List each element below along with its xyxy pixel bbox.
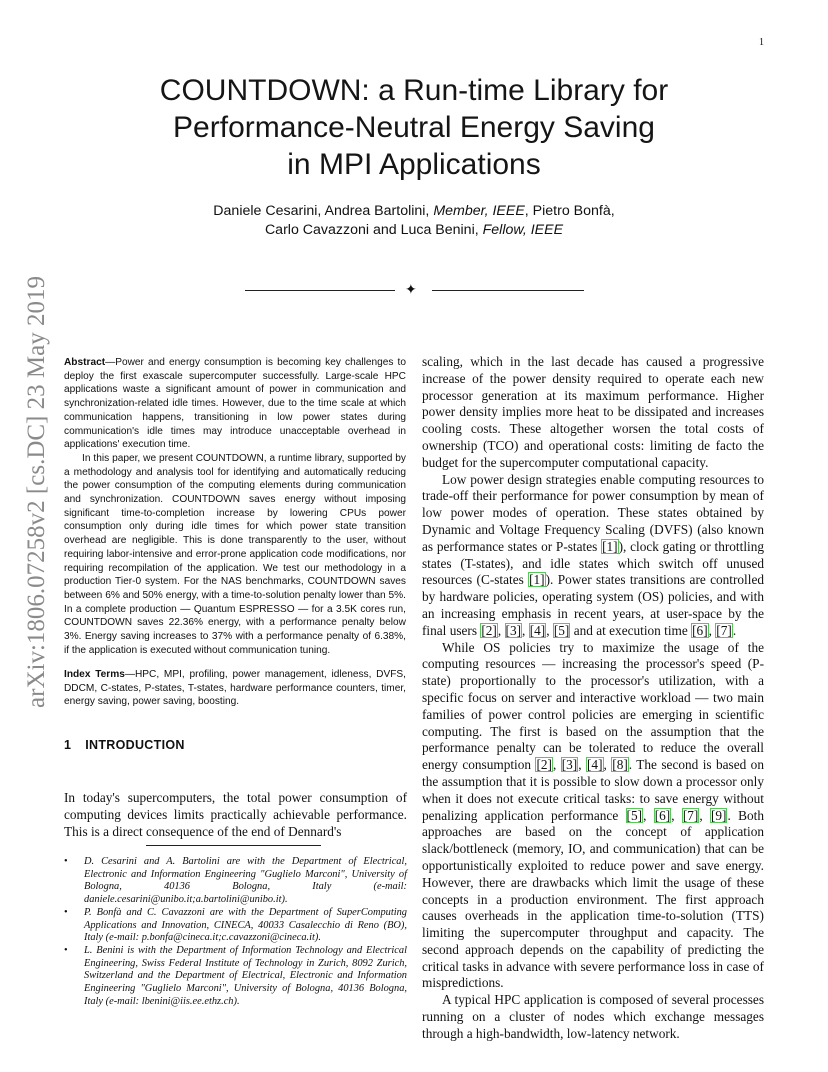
- citation-link[interactable]: [3]: [505, 622, 522, 638]
- separator-rule-left: [245, 290, 395, 291]
- abstract-paragraph-2: In this paper, we present COUNTDOWN, a runtime library, supported by a methodology and analysis tool for identifying and automatically reducing the power consumption of the computing elements during communication and synchronization. COUNTDOWN saves energy without imposing significant time-to-completion increase by lowering CPUs power consumption only during idle times for which power state transition overhead are negligible. This is done transparently to the user, without requiring labor-intensive and error-prone application code modifications, nor requiring recompilation of the application. We test our methodology in a production Tier-0 system. For the NAS benchmarks, COUNTDOWN saves between 6% and 50% energy, with a time-to-solution penalty lower than 5%. In a complete production — Quantum ESPRESSO — for a 3.5K cores run, COUNTDOWN saves 22.36% energy, with a performance penalty below 3%. Energy saving increases to 37% with a performance penalty of 6.38%, if the application is executed without communication tuning.: [64, 452, 406, 656]
- right-paragraph-3: While OS policies try to maximize the usage of the computing resources — increasing the processor's speed (P-state) proportionally to the processor's utilization, with a specific focus on server and interactive workload — two main families of power control policies are emerging in scientific computing. The first is based on the assumption that the performance penalty can be tolerated to reduce the overall energy consumption [2], [3], [4], [8]. The second is based on the assumption that it is possible to slow down a processor only when it does not execute critical tasks: to save energy without penalizing application performance [5], [6], [7], [9]. Both approaches are based on the concept of application slack/bottleneck (memory, IO, and communication) that can be opportunistically exploited to reduce power and save energy. However, there are drawbacks which limit the usage of these concepts in a production environment. The first approach causes overheads in the application time-to-solution (TTS) limiting the supercomputer throughput and capacity. The second approach depends on the capability of predicting the critical tasks in advance with severe performance loss in case of mispredictions.: [422, 639, 764, 991]
- authors-line-2: Carlo Cavazzoni and Luca Benini, Fellow, IEEE: [264, 222, 564, 238]
- arxiv-identifier-stamp: arXiv:1806.07258v2 [cs.DC] 23 May 2019: [23, 276, 50, 708]
- intro-paragraph-left: In today's supercomputers, the total power consumption of computing devices limits practically achievable performance. This is a direct consequence of the end of Dennard's: [64, 790, 407, 839]
- citation-link[interactable]: [1]: [529, 572, 545, 588]
- index-terms-label: Index Terms: [64, 669, 125, 680]
- paper-title: [100, 72, 728, 183]
- author-role-member: Member, IEEE: [433, 203, 525, 219]
- abstract-label: Abstract: [64, 357, 106, 368]
- citation-link[interactable]: [6]: [692, 622, 708, 638]
- citation-link[interactable]: [7]: [716, 622, 732, 638]
- right-paragraph-4: A typical HPC application is composed of several processes running on a cluster of nodes which exchange messages through a high-bandwidth, low-latency network.: [422, 992, 764, 1041]
- citation-link[interactable]: [5]: [553, 622, 570, 638]
- title-line-2: Performance-Neutral Energy Saving: [173, 111, 655, 144]
- citation-link[interactable]: [9]: [710, 807, 727, 823]
- right-column-text: [422, 354, 764, 1043]
- section-heading-introduction: [64, 738, 185, 752]
- citation-link[interactable]: [6]: [654, 807, 671, 823]
- footnote-item: • P. Bonfà and C. Cavazzoni are with the Department of SuperComputing Applications and Innovation, CINECA, 40033 Casalecchio di Reno (BO), Italy (e-mail: p.bonfa@cineca.it;c.cavazzoni@cineca.it).: [64, 907, 407, 945]
- citation-link[interactable]: [5]: [626, 807, 643, 823]
- author-role-fellow: Fellow, IEEE: [482, 222, 564, 238]
- footnote-item: • D. Cesarini and A. Bartolini are with the Department of Electrical, Electronic and Information Engineering "Guglielo Marconi", University of Bologna, 40136 Bologna, Italy (e-mail: daniele.cesarini@unibo.it;a.bartolini@unibo.it).: [64, 856, 407, 907]
- footnote-item: • L. Benini is with the Department of Information Technology and Electrical Engineering, Swiss Federal Institute of Technology in Zurich, 8092 Zurich, Switzerland and the Department of Electrical, Electronic and Information Engineering "Guglielo Marconi", University of Bologna, 40136 Bologna, Italy (e-mail: lbenini@iis.ee.ethz.ch).: [64, 945, 407, 1009]
- section-title: INTRODUCTION: [85, 738, 185, 752]
- title-line-1: COUNTDOWN: a Run-time Library for: [159, 74, 669, 107]
- right-paragraph-2: Low power design strategies enable computing resources to trade-off their performance for power consumption by mean of low power modes of operation. These states obtained by Dynamic and Voltage Frequency Scaling (DVFS) (also known as performance states or P-states [1]), clock gating or throttling states (T-states), and idle states which switch off unused resources (C-states [1]). Power states transitions are controlled by hardware policies, operating system (OS) policies, and with an increasing emphasis in recent years, at user-space by the final users [2], [3], [4], [5] and at execution time [6], [7].: [422, 471, 765, 638]
- separator-diamond-icon: ✦: [405, 282, 417, 298]
- citation-link[interactable]: [7]: [682, 807, 699, 823]
- citation-link[interactable]: [3]: [561, 757, 578, 773]
- separator-rule-right: [432, 290, 584, 291]
- title-line-3: in MPI Applications: [287, 148, 541, 181]
- abstract-paragraph-1: Abstract—Power and energy consumption is becoming key challenges to deploy the first exascale supercomputer successfully. Large-scale HPC applications waste a significant amount of power in communication and synchronization-related idle times. However, due to the time scale at which communication happens, transitioning in low power states during communication's idle times may introduce unacceptable overhead in applications' execution time.: [64, 357, 406, 451]
- citation-link[interactable]: [2]: [536, 757, 552, 773]
- page-number: 1: [759, 37, 764, 48]
- citation-link[interactable]: [4]: [529, 622, 546, 638]
- citation-link[interactable]: [4]: [587, 757, 603, 773]
- section-number: 1: [64, 738, 72, 752]
- index-terms: Index Terms—HPC, MPI, profiling, power management, idleness, DVFS, DDCM, C-states, P-states, T-states, hardware performance counters, timer, energy saving, power saving, boosting.: [64, 669, 406, 708]
- abstract: [64, 356, 406, 657]
- citation-link[interactable]: [1]: [602, 538, 618, 554]
- right-paragraph-1: scaling, which in the last decade has caused a progressive increase of the power density required to operate each new processor generation at its maximum performance. Higher power density implies more heat to be dissipated and increases cooling costs. These altogether worsen the total costs of ownership (TCO) and operational costs: limiting de facto the budget for the supercomputer computational capacity.: [422, 354, 764, 470]
- authors-line-1: Daniele Cesarini, Andrea Bartolini, Member, IEEE, Pietro Bonfà,: [213, 203, 615, 219]
- author-list: [100, 202, 728, 240]
- citation-link[interactable]: [8]: [612, 757, 628, 773]
- citation-link[interactable]: [2]: [481, 622, 497, 638]
- footnote-rule: [146, 845, 321, 846]
- affiliation-footnotes: [64, 856, 407, 1008]
